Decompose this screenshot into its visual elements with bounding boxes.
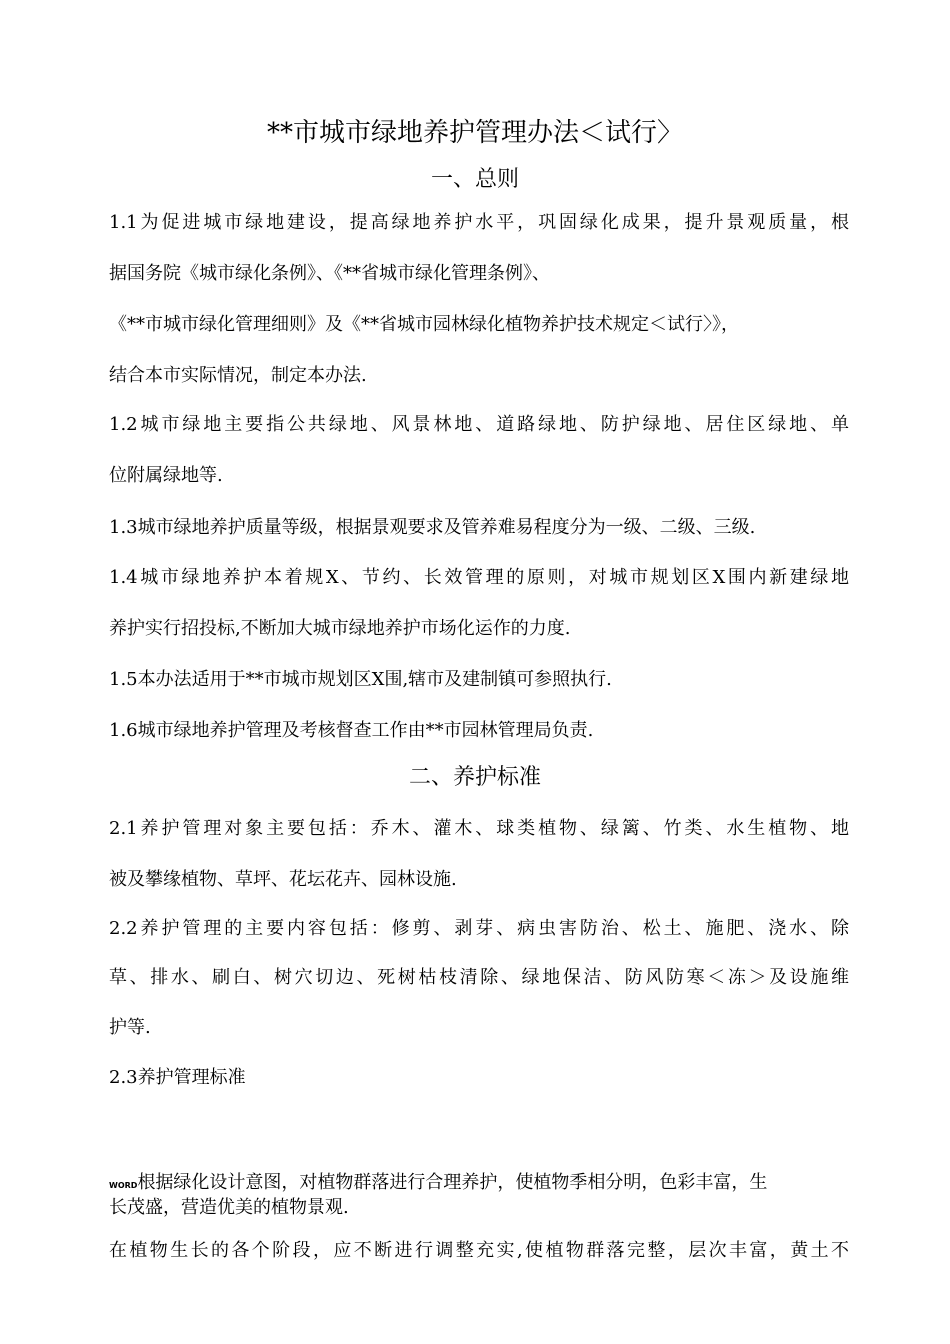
watermark-label: WORD: [109, 1181, 138, 1190]
paragraph-line: 2.2养护管理的主要内容包括：修剪、剥芽、病虫害防治、松土、施肥、浇水、除: [109, 918, 849, 939]
paragraph-text: 根据绿化设计意图，对植物群落进行合理养护，使植物季相分明，色彩丰富，生: [137, 1172, 768, 1193]
paragraph-line: 位附属绿地等.: [109, 465, 223, 486]
paragraph-line: 被及攀缘植物、草坪、花坛花卉、园林设施.: [109, 869, 457, 890]
paragraph-line: 在植物生长的各个阶段，应不断进行调整充实,使植物群落完整，层次丰富，黄土不: [109, 1240, 849, 1261]
paragraph-line: 2.1养护管理对象主要包括：乔木、灌木、球类植物、绿篱、竹类、水生植物、地: [109, 818, 849, 839]
paragraph-line: 长茂盛，营造优美的植物景观.: [109, 1197, 349, 1218]
paragraph-line: 护等.: [109, 1017, 151, 1038]
section-heading-general: 一、总则: [430, 167, 519, 192]
paragraph-line: 《**市城市绿化管理细则》及《**省城市园林绿化植物养护技术规定＜试行〉》，: [109, 314, 739, 335]
section-heading-maintenance-standards: 二、养护标准: [408, 765, 541, 790]
paragraph-line: 养护实行招投标,不断加大城市绿地养护市场化运作的力度.: [109, 618, 571, 639]
paragraph-line: 1.2城市绿地主要指公共绿地、风景林地、道路绿地、防护绿地、居住区绿地、单: [109, 414, 849, 435]
paragraph-line: 结合本市实际情况，制定本办法.: [109, 365, 367, 386]
paragraph-line: 据国务院《城市绿化条例》、《**省城市绿化管理条例》、: [109, 263, 550, 284]
paragraph-line: 1.3城市绿地养护质量等级，根据景观要求及管养难易程度分为一级、二级、三级.: [109, 517, 756, 538]
paragraph-line: 1.4城市绿地养护本着规X、节约、长效管理的原则，对城市规划区X围内新建绿地: [109, 567, 849, 588]
paragraph-line: 草、排水、刷白、树穴切边、死树枯枝清除、绿地保洁、防风防寒＜冻＞及设施维: [109, 967, 849, 988]
paragraph-line: 1.1为促进城市绿地建设，提高绿地养护水平，巩固绿化成果，提升景观质量，根: [109, 212, 849, 233]
document-title: **市城市绿地养护管理办法＜试行〉: [266, 118, 683, 148]
paragraph-line: 2.3养护管理标准: [109, 1067, 246, 1088]
paragraph-line: 1.5本办法适用于**市城市规划区X围,辖市及建制镇可参照执行.: [109, 669, 612, 690]
paragraph-line: 1.6城市绿地养护管理及考核督查工作由**市园林管理局负责.: [109, 720, 594, 741]
